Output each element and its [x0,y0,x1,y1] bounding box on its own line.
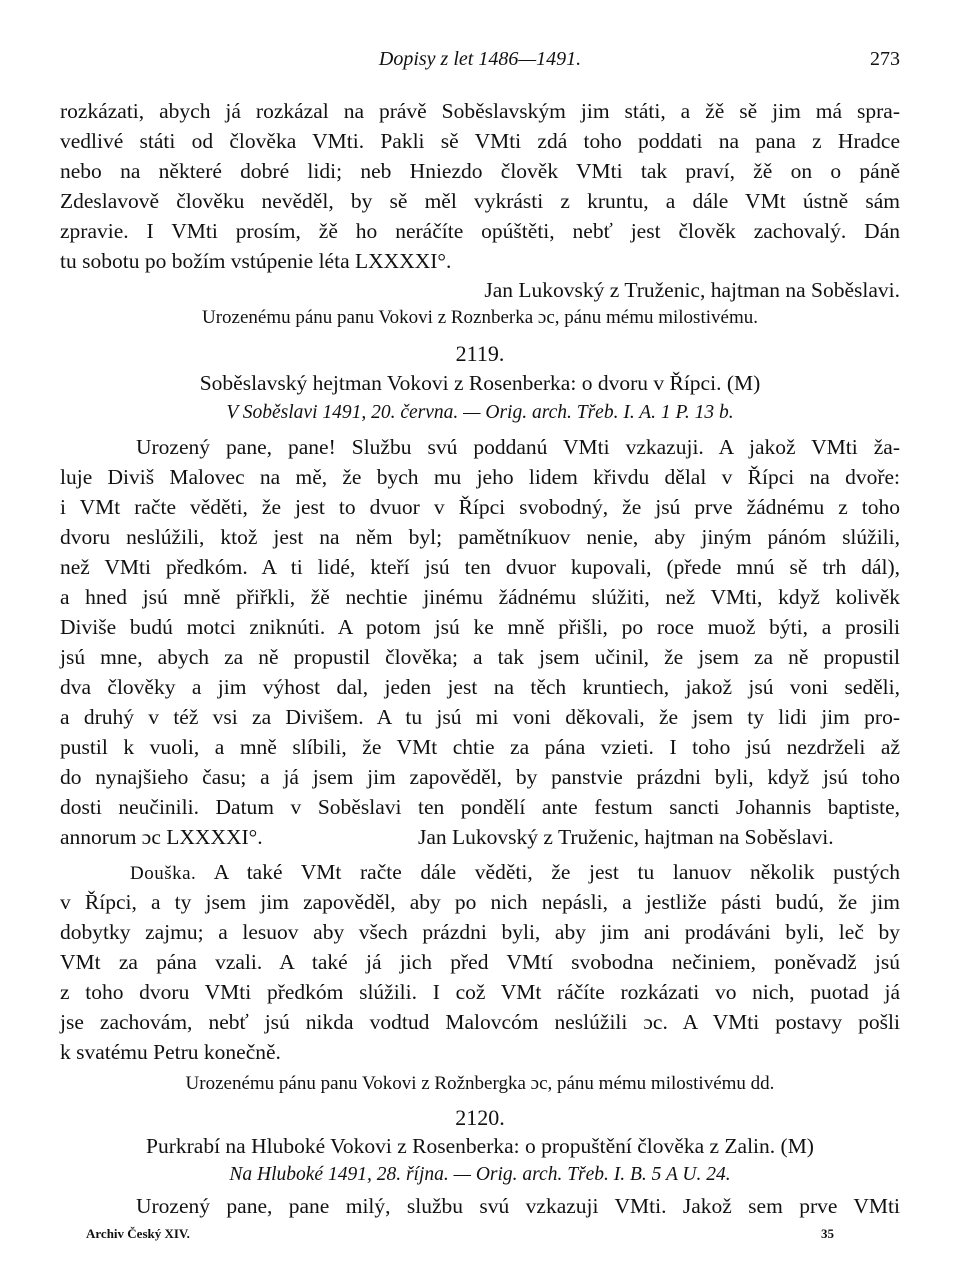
text-line: z toho dvoru VMti předkóm slúžili. I což VMt ráčíte rozkázati vo nich, puotad já [60,980,900,1004]
document-heading: Soběslavský hejtman Vokovi z Rosenberka: o dvoru v Řípci. (M) [199,371,761,395]
document-number: 2119. [455,341,505,366]
text-line: v Řípci, a ty jsem jim zapověděl, aby po nich nepásli, a jestliže pásti budú, že jim [60,890,900,914]
text-line: dosti neučinili. Datum v Soběslavi ten pondělí ante festum sancti Johannis baptiste, [60,795,900,819]
postscript-text: A také VMt račte dále věděti, že jest tu lanuov několik pustých [213,860,900,884]
text-line: dva člověky a jim výhost dal, jeden jest na těch kruntiech, jakož jsú voni seděli, [60,675,900,699]
document-source: Na Hluboké 1491, 28. října. — Orig. arch. Třeb. I. B. 5 A U. 24. [229,1164,731,1185]
text-line: než VMti předkóm. A ti lidé, kteří jsú ten dvuor kupovali, (přede mnú sě trh dál), [60,555,900,579]
text-line: vedlivé státi od člověka VMti. Pakli sě VMti zdá toho poddati na pana z Hradce [60,129,900,153]
text-line: k svatému Petru konečně. [60,1040,281,1064]
document-number: 2120. [455,1105,505,1130]
signature-mark: Archiv Český XIV. [86,1226,190,1241]
text-line: Urozený pane, pane milý, službu svú vzkazuji VMti. Jakož sem prve VMti [136,1194,900,1218]
text-line: jsú mne, abych za ně propustil člověka; a tak jsem učinil, že jsem za ně propustil [60,645,900,669]
signature: Jan Lukovský z Truženic, hajtman na Soběslavi. [418,825,834,849]
text-line: a hned jsú mně přiřkli, žě nechtie jinému žádnému slúžiti, než VMti, když kolivěk [60,585,900,609]
text-line: VMt za pána vzali. A také já jich před VMtí svobodna nečiniem, poněvadž jsú [60,950,900,974]
sheet-number: 35 [821,1226,834,1241]
text-line: Diviše budú motci zniknúti. A potom jsú ke mně přišli, po roce muož býti, a prosili [60,615,900,639]
text-line: do nynajšieho času; a já jsem jim zapověděl, by panstvie prázdni byli, když jsú toho [60,765,900,789]
running-header [60,48,900,78]
page-number: 273 [870,48,900,70]
text-line: dvoru neslúžili, ktož jest na něm byl; pamětníkuov nenie, aby jiným pánóm slúžili, [60,525,900,549]
running-title: Dopisy z let 1486—1491. [378,48,582,70]
text-line: Zdeslavově člověku nevěděl, by sě měl vykrásti z kruntu, a dále VMt ústně sám [60,189,900,213]
text-line: dobytky zajmu; a lesuov aby všech prázdni byli, aby jim ani prodáváni byli, leč by [60,920,900,944]
document-source: V Soběslavi 1491, 20. června. — Orig. arch. Třeb. I. A. 1 P. 13 b. [226,402,734,423]
text-line: rozkázati, abych já rozkázal na právě Soběslavským jim státi, a žě sě jim má spra- [60,99,900,123]
date-line: annorum ɔc LXXXXI°. [60,825,263,849]
address-line: Urozenému pánu panu Vokovi z Roznberka ɔc, pánu mému milostivému. [202,307,758,328]
text-line: luje Diviš Malovec na mě, že bych mu jeho lidem křivdu dělal v Řípci na dvoře: [60,465,900,489]
signature: Jan Lukovský z Truženic, hajtman na Soběslavi. [484,278,900,302]
address-line: Urozenému pánu panu Vokovi z Rožnbergka ɔc, pánu mému milostivému dd. [185,1073,775,1094]
text-line: jse zachovám, nebť jsú nikda vodtud Malovcóm neslúžili ɔc. A VMti postavy pošli [60,1010,900,1034]
text-line: a druhý v též vsi za Divišem. A tu jsú mi voni děkovali, že jsem ty lidi jim pro- [60,705,900,729]
text-line: zpravie. I VMti prosím, žě ho neráčíte opúštěti, nebť jest člověk zachovalý. Dán [60,219,900,243]
text-line: tu sobotu po božím vstúpenie léta LXXXXI°. [60,249,452,273]
page-footer [86,1226,834,1250]
text-line: nebo na některé dobré lidi; neb Hniezdo člověk VMti tak praví, žě on o páně [60,159,900,183]
document-heading: Purkrabí na Hluboké Vokovi z Rosenberka: o propuštění člověka z Zalin. (M) [146,1134,814,1158]
postscript-label: Douška. [130,863,197,884]
text-line: pustil k vuoli, a mně slíbili, že VMt chtie za pána vzieti. I toho jsú nezdrželi až [60,735,900,759]
text-line: Urozený pane, pane! Službu svú poddanú VMti vzkazuji. A jakož VMti ža- [136,435,900,459]
postscript-first-line [130,858,900,888]
text-line: i VMt račte věděti, že jest to dvuor v Řípci svobodný, že jsú prve žádnému z toho [60,495,900,519]
